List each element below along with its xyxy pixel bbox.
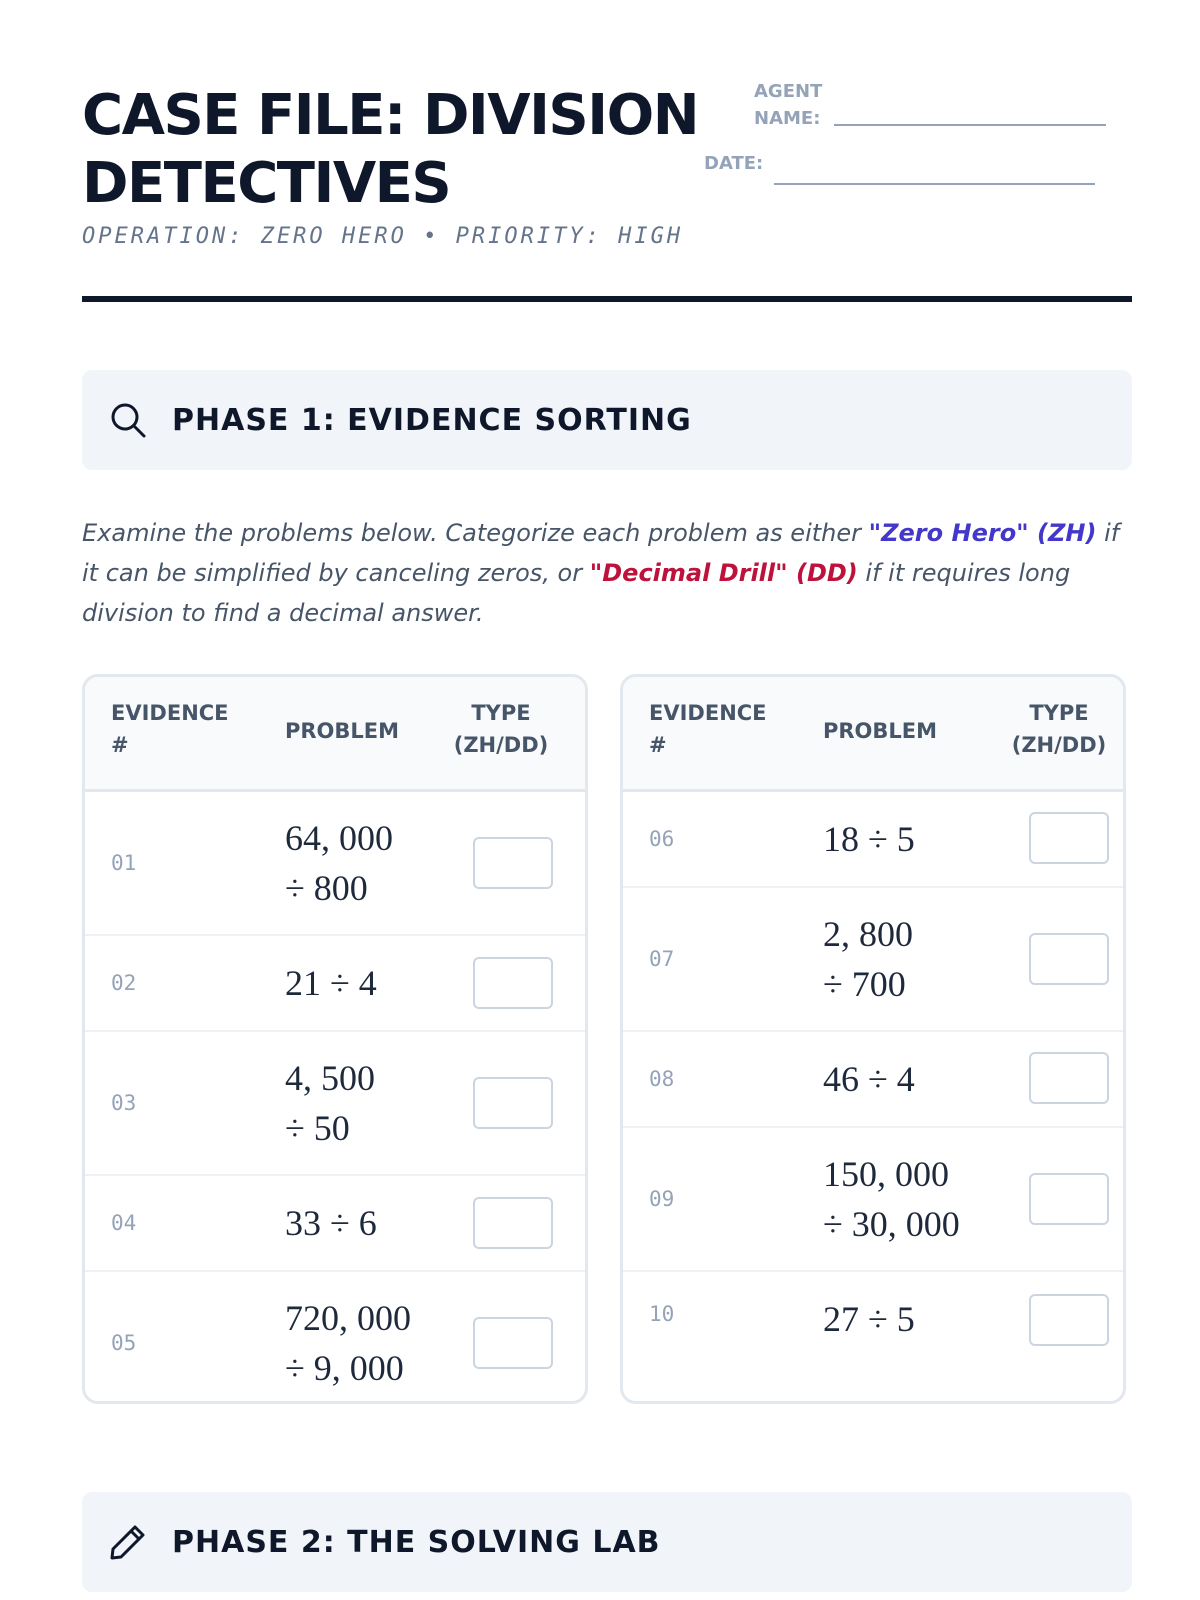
col-problem: PROBLEM [285, 719, 400, 743]
instructions-text-3: if it requires long division to find a decimal answer. [82, 559, 1071, 627]
col-evidence [111, 697, 271, 761]
evidence-number: 05 [111, 1331, 137, 1355]
problem: 18 ÷ 5 [823, 819, 915, 859]
problem-line1: 2, 800 [823, 914, 913, 954]
phase2-banner [82, 1492, 1132, 1592]
col-type-line1: TYPE [471, 701, 531, 725]
problem [823, 909, 1003, 1009]
table-row [85, 792, 585, 936]
problem [285, 813, 465, 913]
problem [823, 1149, 1003, 1249]
evidence-table-left [82, 674, 588, 1404]
table-row [623, 1272, 1123, 1366]
problem: 46 ÷ 4 [823, 1059, 915, 1099]
problem-line1: 4, 500 [285, 1058, 375, 1098]
table-row [85, 1032, 585, 1176]
type-answer-box[interactable] [1029, 1294, 1109, 1346]
instructions-text-2: if it can be simplified by canceling zeros, or [82, 519, 1120, 587]
operation-subtitle: OPERATION: ZERO HERO • PRIORITY: HIGH [82, 224, 684, 249]
col-type-line2: (ZH/DD) [1011, 733, 1107, 757]
type-answer-box[interactable] [473, 1077, 553, 1129]
agent-label-line1: AGENT [754, 81, 823, 102]
phase1-banner [82, 370, 1132, 470]
evidence-number: 06 [649, 827, 675, 851]
date-field[interactable] [774, 183, 1095, 185]
table-row [623, 792, 1123, 888]
agent-name-field[interactable] [834, 124, 1106, 126]
problem-line1: 64, 000 [285, 818, 393, 858]
type-answer-box[interactable] [1029, 812, 1109, 864]
table-row [623, 888, 1123, 1032]
col-problem: PROBLEM [823, 719, 938, 743]
page-title: CASE FILE: DIVISION DETECTIVES [82, 83, 699, 216]
table-row [85, 1176, 585, 1272]
problem-line2: ÷ 30, 000 [823, 1204, 960, 1244]
type-answer-box[interactable] [473, 1197, 553, 1249]
evidence-number: 10 [649, 1302, 675, 1326]
evidence-number: 08 [649, 1067, 675, 1091]
problem-line2: ÷ 700 [823, 964, 906, 1004]
zero-hero-keyword: "Zero Hero" (ZH) [868, 519, 1097, 547]
type-answer-box[interactable] [473, 957, 553, 1009]
table-row [85, 1272, 585, 1404]
type-answer-box[interactable] [1029, 1052, 1109, 1104]
col-evidence-line2: # [649, 733, 667, 757]
col-evidence-line1: EVIDENCE [111, 701, 229, 725]
evidence-number: 03 [111, 1091, 137, 1115]
problem [285, 1293, 465, 1393]
type-answer-box[interactable] [1029, 1173, 1109, 1225]
col-type-line2: (ZH/DD) [453, 733, 549, 757]
evidence-number: 01 [111, 851, 137, 875]
table-header [623, 677, 1123, 792]
problem: 27 ÷ 5 [823, 1299, 915, 1339]
instructions-text-1: Examine the problems below. Categorize each problem as either [82, 519, 869, 547]
col-evidence [649, 697, 809, 761]
type-answer-box[interactable] [1029, 933, 1109, 985]
evidence-number: 09 [649, 1187, 675, 1211]
decimal-drill-keyword: "Decimal Drill" (DD) [589, 559, 858, 587]
type-answer-box[interactable] [473, 1317, 553, 1369]
evidence-number: 02 [111, 971, 137, 995]
problem-line1: 150, 000 [823, 1154, 949, 1194]
evidence-table-right [620, 674, 1126, 1404]
table-header [85, 677, 585, 792]
problem: 21 ÷ 4 [285, 963, 377, 1003]
col-type [441, 697, 561, 761]
header-divider [82, 296, 1132, 302]
phase2-title: PHASE 2: THE SOLVING LAB [172, 1524, 661, 1560]
worksheet-page [82, 0, 1132, 1600]
table-row [623, 1128, 1123, 1272]
problem-line2: ÷ 9, 000 [285, 1348, 404, 1388]
evidence-number: 04 [111, 1211, 137, 1235]
evidence-number: 07 [649, 947, 675, 971]
table-row [85, 936, 585, 1032]
agent-label-line2: NAME: [754, 108, 821, 129]
table-row [623, 1032, 1123, 1128]
phase1-instructions [82, 513, 1142, 633]
phase1-title: PHASE 1: EVIDENCE SORTING [172, 402, 692, 438]
problem: 33 ÷ 6 [285, 1203, 377, 1243]
col-type [999, 697, 1119, 761]
col-type-line1: TYPE [1029, 701, 1089, 725]
type-answer-box[interactable] [473, 837, 553, 889]
agent-name-label [754, 78, 822, 132]
problem-line1: 720, 000 [285, 1298, 411, 1338]
col-evidence-line2: # [111, 733, 129, 757]
search-icon [108, 400, 148, 440]
date-label: DATE: [704, 153, 764, 174]
col-evidence-line1: EVIDENCE [649, 701, 767, 725]
problem [285, 1053, 465, 1153]
problem-line2: ÷ 50 [285, 1108, 350, 1148]
problem-line2: ÷ 800 [285, 868, 368, 908]
pencil-icon [108, 1522, 148, 1562]
